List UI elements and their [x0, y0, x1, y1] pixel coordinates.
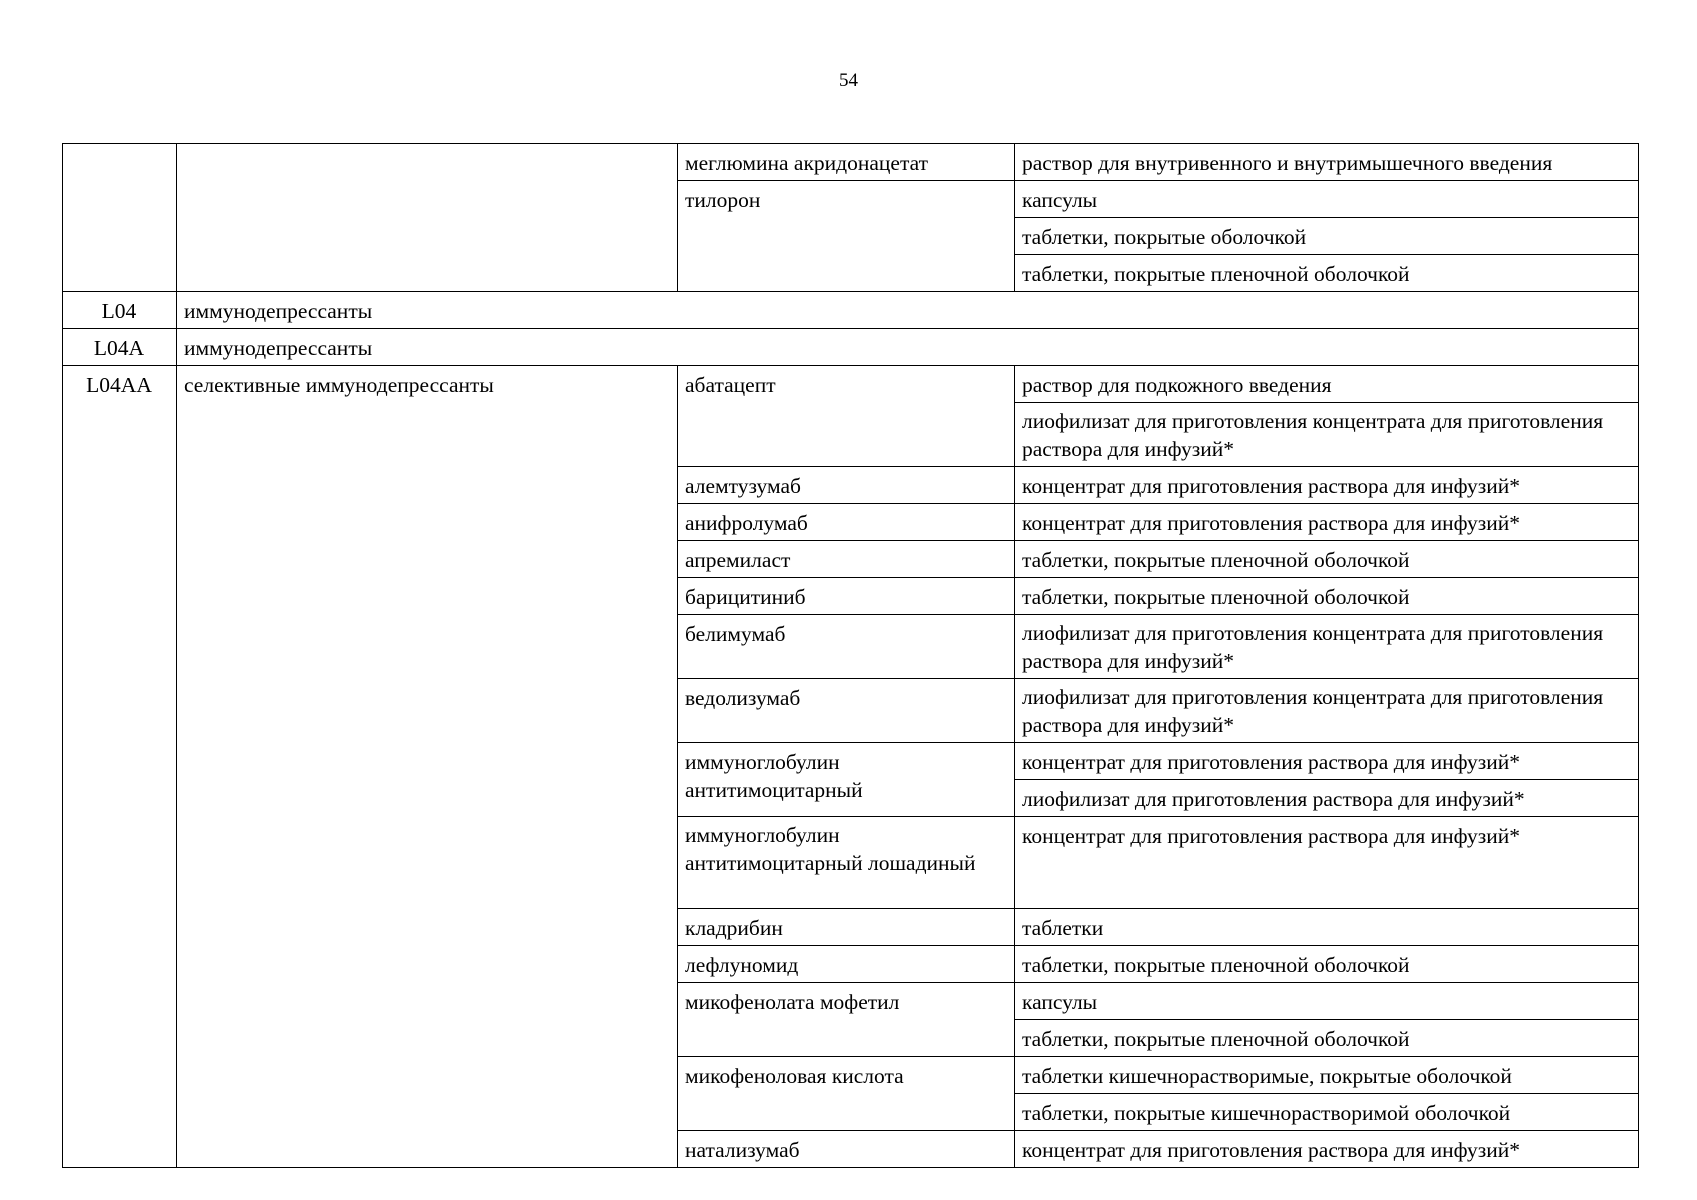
drug-name: иммуноглобулин антитимоцитарный [678, 743, 1015, 817]
dosage-form: таблетки, покрытые пленочной оболочкой [1015, 946, 1639, 983]
drug-name: белимумаб [678, 615, 1015, 679]
dosage-form: таблетки, покрытые кишечнорастворимой оболочкой [1015, 1094, 1639, 1131]
group-cell-empty [177, 144, 678, 292]
dosage-form: концентрат для приготовления раствора для инфузий* [1015, 817, 1639, 909]
dosage-form: концентрат для приготовления раствора для инфузий* [1015, 743, 1639, 780]
dosage-form: раствор для подкожного введения [1015, 366, 1639, 403]
drug-name: меглюмина акридонацетат [678, 144, 1015, 181]
dosage-form: концентрат для приготовления раствора для инфузий* [1015, 1131, 1639, 1168]
drug-name: абатацепт [678, 366, 1015, 467]
dosage-form: таблетки кишечнорастворимые, покрытые оболочкой [1015, 1057, 1639, 1094]
drug-name: ведолизумаб [678, 679, 1015, 743]
dosage-form: таблетки [1015, 909, 1639, 946]
drug-name: микофенолата мофетил [678, 983, 1015, 1057]
drug-name: микофеноловая кислота [678, 1057, 1015, 1131]
dosage-form: таблетки, покрытые оболочкой [1015, 218, 1639, 255]
atc-code: L04A [63, 329, 177, 366]
dosage-form: таблетки, покрытые пленочной оболочкой [1015, 541, 1639, 578]
drug-name: тилорон [678, 181, 1015, 292]
drug-name: барицитиниб [678, 578, 1015, 615]
drug-name: иммуноглобулин антитимоцитарный лошадиный [678, 817, 1015, 909]
dosage-form: лиофилизат для приготовления концентрата для приготовления раствора для инфузий* [1015, 615, 1639, 679]
dosage-form: капсулы [1015, 983, 1639, 1020]
group-name: иммунодепрессанты [177, 292, 1639, 329]
page-number: 54 [839, 70, 858, 91]
dosage-form: лиофилизат для приготовления раствора для инфузий* [1015, 780, 1639, 817]
dosage-form: концентрат для приготовления раствора для инфузий* [1015, 504, 1639, 541]
dosage-form: концентрат для приготовления раствора для инфузий* [1015, 467, 1639, 504]
dosage-form: таблетки, покрытые пленочной оболочкой [1015, 578, 1639, 615]
group-row-l04a [63, 329, 1639, 366]
code-cell-empty [63, 144, 177, 292]
table-row [63, 366, 1639, 403]
group-row-l04 [63, 292, 1639, 329]
dosage-form: лиофилизат для приготовления концентрата для приготовления раствора для инфузий* [1015, 679, 1639, 743]
drug-name: анифролумаб [678, 504, 1015, 541]
drug-name: апремиласт [678, 541, 1015, 578]
table-row [63, 144, 1639, 181]
group-name: селективные иммунодепрессанты [177, 366, 678, 1168]
drug-name: натализумаб [678, 1131, 1015, 1168]
dosage-form: таблетки, покрытые пленочной оболочкой [1015, 1020, 1639, 1057]
dosage-form: раствор для внутривенного и внутримышечного введения [1015, 144, 1639, 181]
drug-name: кладрибин [678, 909, 1015, 946]
drug-name: лефлуномид [678, 946, 1015, 983]
dosage-form: лиофилизат для приготовления концентрата для приготовления раствора для инфузий* [1015, 403, 1639, 467]
group-name: иммунодепрессанты [177, 329, 1639, 366]
drug-name: алемтузумаб [678, 467, 1015, 504]
atc-code: L04AA [63, 366, 177, 1168]
atc-code: L04 [63, 292, 177, 329]
dosage-form: капсулы [1015, 181, 1639, 218]
dosage-form: таблетки, покрытые пленочной оболочкой [1015, 255, 1639, 292]
drug-list-table [62, 143, 1639, 1168]
